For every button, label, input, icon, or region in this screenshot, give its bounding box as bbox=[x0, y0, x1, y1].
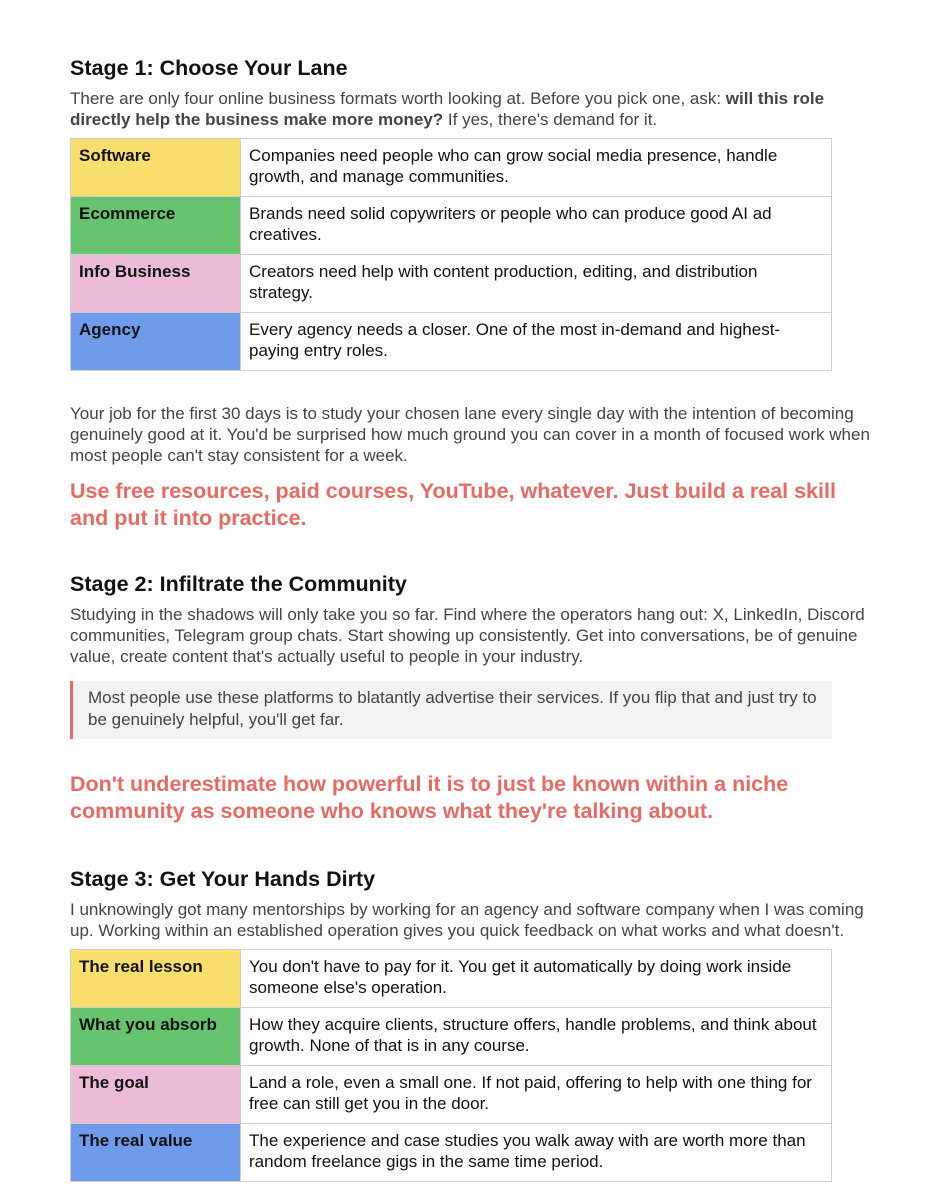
lesson-label: The goal bbox=[71, 1066, 241, 1124]
table-row bbox=[71, 1066, 832, 1124]
lane-description: Every agency needs a closer. One of the most in-demand and highest-paying entry roles. bbox=[241, 313, 832, 371]
stage3-heading: Stage 3: Get Your Hands Dirty bbox=[70, 867, 376, 891]
table-row bbox=[71, 255, 832, 313]
table-row bbox=[71, 197, 832, 255]
stage1-heading: Stage 1: Choose Your Lane bbox=[70, 56, 348, 80]
stage3-intro: I unknowingly got many mentorships by working for an agency and software company when I was coming up. Working within an established operation gives you quick feedback on what works and what doesn't. bbox=[70, 900, 864, 940]
table-row bbox=[71, 1124, 832, 1182]
table-row bbox=[71, 313, 832, 371]
lane-description: Companies need people who can grow social media presence, handle growth, and manage communities. bbox=[241, 139, 832, 197]
table-row bbox=[71, 139, 832, 197]
stage1-callout: Use free resources, paid courses, YouTube, whatever. Just build a real skill and put it into practice. bbox=[70, 479, 836, 530]
table-row bbox=[71, 1008, 832, 1066]
lesson-description: The experience and case studies you walk away with are worth more than random freelance gigs in the same time period. bbox=[241, 1124, 832, 1182]
stage2-callout: Don't underestimate how powerful it is to just be known within a niche community as someone who knows what they're talking about. bbox=[70, 772, 789, 823]
stage3-lessons-table bbox=[70, 949, 832, 1182]
stage2-intro: Studying in the shadows will only take you so far. Find where the operators hang out: X, LinkedIn, Discord communities, Telegram group chats. Start showing up consistently. Get into conversations, be of genuine value, create content that's actually useful to people in your industry. bbox=[70, 605, 865, 666]
stage1-intro-question: will this role directly help the business make more money? bbox=[70, 89, 825, 129]
lane-description: Brands need solid copywriters or people who can produce good AI ad creatives. bbox=[241, 197, 832, 255]
lane-label: Agency bbox=[71, 313, 241, 371]
lesson-description: Land a role, even a small one. If not paid, offering to help with one thing for free can still get you in the door. bbox=[241, 1066, 832, 1124]
stage1-intro: There are only four online business formats worth looking at. Before you pick one, ask: will this role directly help the business make more money? If yes, there's demand for it. bbox=[70, 89, 825, 129]
lesson-label: What you absorb bbox=[71, 1008, 241, 1066]
stage1-lanes-table bbox=[70, 138, 832, 371]
table-row bbox=[71, 950, 832, 1008]
lesson-label: The real value bbox=[71, 1124, 241, 1182]
document bbox=[70, 54, 870, 1182]
stage2-heading: Stage 2: Infiltrate the Community bbox=[70, 572, 407, 596]
lesson-label: The real lesson bbox=[71, 950, 241, 1008]
lesson-description: How they acquire clients, structure offers, handle problems, and think about growth. None of that is in any course. bbox=[241, 1008, 832, 1066]
stage1-paragraph: Your job for the first 30 days is to study your chosen lane every single day with the intention of becoming genuinely good at it. You'd be surprised how much ground you can cover in a month of focused work when most people can't stay consistent for a week. bbox=[70, 404, 870, 465]
lane-description: Creators need help with content production, editing, and distribution strategy. bbox=[241, 255, 832, 313]
lane-label: Ecommerce bbox=[71, 197, 241, 255]
lesson-description: You don't have to pay for it. You get it automatically by doing work inside someone else's operation. bbox=[241, 950, 832, 1008]
stage2-quote: Most people use these platforms to blatantly advertise their services. If you flip that and just try to be genuinely helpful, you'll get far. bbox=[70, 681, 832, 739]
lane-label: Software bbox=[71, 139, 241, 197]
lane-label: Info Business bbox=[71, 255, 241, 313]
